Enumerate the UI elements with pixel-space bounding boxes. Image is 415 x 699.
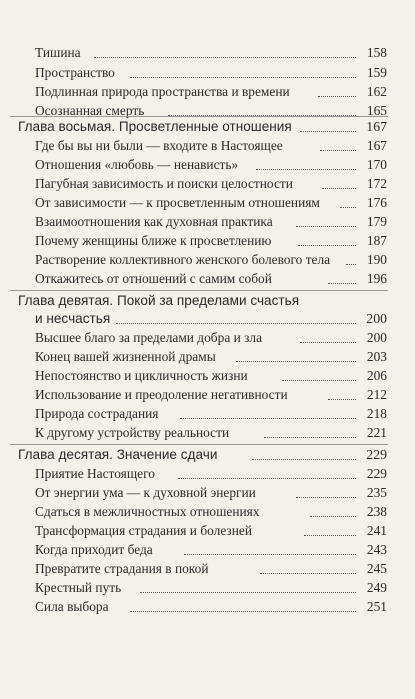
toc-entry — [0, 521, 415, 541]
toc-leader-dots — [328, 399, 356, 400]
toc-entry-page: 196 — [366, 271, 387, 286]
toc-leader-dots — [298, 245, 356, 246]
toc-entry-title: Растворение коллективного женского болевого тела — [35, 252, 331, 267]
toc-entry-title: Взаимоотношения как духовная практика — [35, 214, 273, 229]
chapter-title: Глава девятая. Покой за пределами счастья — [18, 293, 300, 308]
toc-leader-dots — [264, 437, 356, 438]
toc-entry-page: 245 — [366, 561, 387, 576]
toc-entry — [0, 559, 415, 579]
toc-entry-page: 162 — [366, 84, 387, 99]
toc-leader-dots — [300, 131, 356, 132]
toc-entry-page: 179 — [366, 214, 387, 229]
toc-entry — [0, 328, 415, 348]
toc-leader-dots — [318, 96, 356, 97]
toc-leader-dots — [260, 573, 356, 574]
toc-entry-page: 187 — [366, 233, 387, 248]
toc-entry-title: Трансформация страдания и болезней — [35, 523, 253, 538]
toc-entry — [0, 464, 415, 484]
toc-leader-dots — [130, 611, 356, 612]
toc-leader-dots — [180, 418, 356, 419]
toc-leader-dots — [304, 535, 356, 536]
toc-entry-page: 212 — [366, 387, 387, 402]
toc-entry — [0, 231, 415, 251]
toc-leader-dots — [116, 323, 356, 324]
toc-entry — [0, 578, 415, 598]
toc-leader-dots — [178, 478, 356, 479]
toc-entry — [0, 269, 415, 289]
toc-entry-title: Природа сострадания — [35, 406, 159, 421]
toc-entry-page: 235 — [366, 485, 387, 500]
toc-entry — [0, 250, 415, 270]
toc-entry — [0, 404, 415, 424]
toc-entry-title: Конец вашей жизненной драмы — [35, 349, 216, 364]
chapter-title: Глава десятая. Значение сдачи — [18, 447, 218, 462]
toc-entry-page: 221 — [366, 425, 387, 440]
toc-entry-title: Высшее благо за пределами добра и зла — [35, 330, 263, 345]
chapter-heading-continued — [0, 309, 415, 329]
chapter-title-continued: и несчастья — [35, 311, 111, 326]
toc-leader-dots — [256, 169, 356, 170]
chapter-heading — [0, 445, 415, 465]
toc-entry-title: Крестный путь — [35, 580, 122, 595]
toc-entry — [0, 82, 415, 102]
toc-entry-title: От энергии ума — к духовной энергии — [35, 485, 256, 500]
toc-leader-dots — [140, 592, 356, 593]
toc-leader-dots — [94, 57, 356, 58]
toc-leader-dots — [346, 264, 356, 265]
toc-leader-dots — [252, 459, 356, 460]
toc-entry-title: Отношения «любовь — ненависть» — [35, 157, 239, 172]
toc-entry — [0, 540, 415, 560]
chapter-page: 229 — [366, 447, 387, 462]
toc-entry — [0, 483, 415, 503]
toc-entry-page: 158 — [366, 45, 387, 60]
toc-entry-title: Непостоянство и цикличность жизни — [35, 368, 248, 383]
toc-entry — [0, 212, 415, 232]
toc-entry-title: Тишина — [35, 45, 81, 60]
toc-entry — [0, 597, 415, 617]
toc-entry-title: Приятие Настоящего — [35, 466, 155, 481]
toc-entry-page: 251 — [366, 599, 387, 614]
toc-entry-page: 176 — [366, 195, 387, 210]
toc-entry-title: Когда приходит беда — [35, 542, 153, 557]
toc-leader-dots — [282, 380, 356, 381]
toc-entry-title: Сдаться в межличностных отношениях — [35, 504, 260, 519]
toc-entry-title: Подлинная природа пространства и времени — [35, 84, 290, 99]
toc-entry-page: 165 — [366, 103, 387, 118]
toc-entry — [0, 347, 415, 367]
chapter-heading — [0, 291, 415, 311]
toc-entry — [0, 136, 415, 156]
toc-entry-page: 249 — [366, 580, 387, 595]
toc-leader-dots — [310, 516, 356, 517]
toc-entry — [0, 155, 415, 175]
toc-leader-dots — [322, 188, 356, 189]
toc-entry-title: Осознанная смерть — [35, 103, 145, 118]
toc-entry — [0, 63, 415, 83]
toc-entry-page: 167 — [366, 138, 387, 153]
toc-leader-dots — [184, 554, 356, 555]
toc-entry-page: 190 — [366, 252, 387, 267]
toc-entry — [0, 502, 415, 522]
toc-entry — [0, 193, 415, 213]
toc-entry — [0, 43, 415, 63]
toc-leader-dots — [130, 77, 356, 78]
chapter-page: 200 — [366, 311, 387, 326]
toc-entry-page: 218 — [366, 406, 387, 421]
toc-leader-dots — [340, 207, 356, 208]
toc-entry-title: Откажитесь от отношений с самим собой — [35, 271, 272, 286]
toc-entry — [0, 366, 415, 386]
toc-leader-dots — [296, 226, 356, 227]
toc-entry-title: Сила выбора — [35, 599, 109, 614]
toc-entry-page: 243 — [366, 542, 387, 557]
toc-entry-title: Использование и преодоление негативности — [35, 387, 288, 402]
toc-leader-dots — [236, 361, 356, 362]
chapter-title: Глава восьмая. Просветленные отношения — [18, 119, 292, 134]
toc-entry-page: 206 — [366, 368, 387, 383]
toc-entry-title: Превратите страдания в покой — [35, 561, 209, 576]
toc-entry-page: 172 — [366, 176, 387, 191]
toc-leader-dots — [320, 150, 356, 151]
toc-entry-page: 203 — [366, 349, 387, 364]
toc-entry-page: 229 — [366, 466, 387, 481]
toc-entry-title: От зависимости — к просветленным отношениям — [35, 195, 320, 210]
toc-entry — [0, 385, 415, 405]
toc-entry-title: К другому устройству реальности — [35, 425, 230, 440]
toc-entry-title: Где бы вы ни были — входите в Настоящее — [35, 138, 283, 153]
toc-leader-dots — [300, 342, 356, 343]
toc-entry-page: 170 — [366, 157, 387, 172]
toc-leader-dots — [328, 283, 356, 284]
chapter-page: 167 — [366, 119, 387, 134]
toc-entry-title: Пространство — [35, 65, 115, 80]
toc-leader-dots — [296, 497, 356, 498]
chapter-heading — [0, 117, 415, 137]
toc-entry-title: Пагубная зависимость и поиски целостности — [35, 176, 293, 191]
toc-entry-page: 241 — [366, 523, 387, 538]
toc-entry-page: 200 — [366, 330, 387, 345]
toc-entry — [0, 174, 415, 194]
toc-entry-title: Почему женщины ближе к просветлению — [35, 233, 272, 248]
toc-entry-page: 238 — [366, 504, 387, 519]
toc-entry-page: 159 — [366, 65, 387, 80]
toc-entry — [0, 423, 415, 443]
